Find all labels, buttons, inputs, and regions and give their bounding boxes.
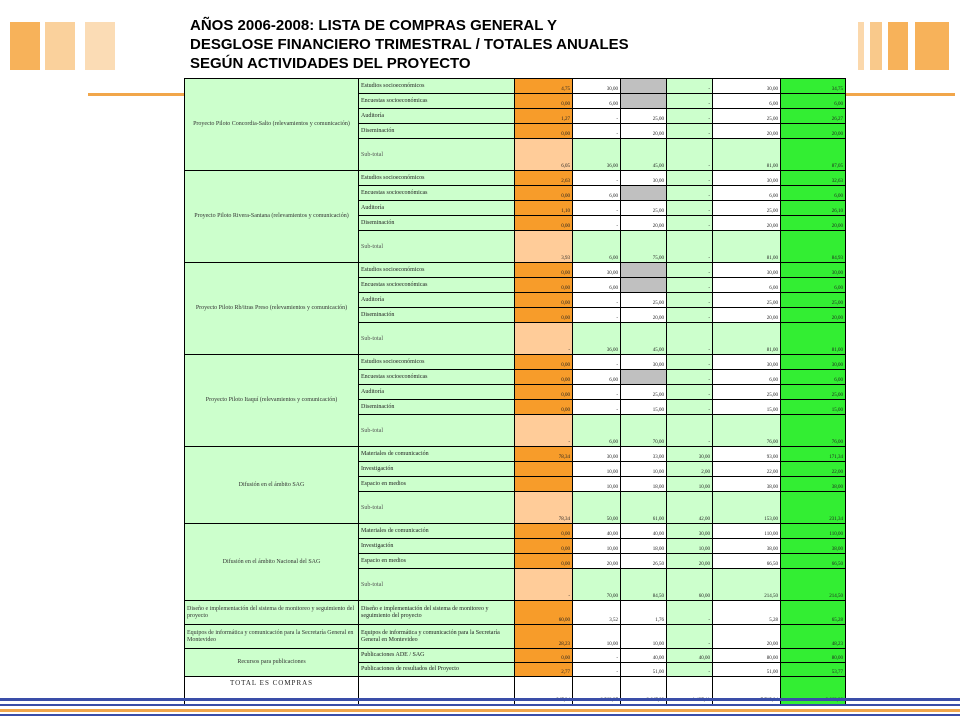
cell-2008-b: 30,00 bbox=[667, 524, 713, 539]
table-row bbox=[185, 601, 846, 625]
cell-total-period: 80,00 bbox=[713, 649, 781, 663]
cell-2008-a: 40,00 bbox=[621, 524, 667, 539]
cell-2007-q: 40,00 bbox=[573, 524, 621, 539]
cell-2006: 2,77 bbox=[515, 663, 573, 677]
cell-total-period: 25,00 bbox=[713, 109, 781, 124]
row-label: Auditoría bbox=[359, 293, 515, 308]
title-line-1: AÑOS 2006-2008: LISTA DE COMPRAS GENERAL Y bbox=[190, 17, 558, 34]
cell-2007-q: - bbox=[573, 109, 621, 124]
cell-2007-q: - bbox=[573, 171, 621, 186]
subtotal-label: Sub-total bbox=[359, 569, 515, 601]
cell-grand-total: 34,75 bbox=[781, 79, 846, 94]
cell-2007-q: 36,00 bbox=[573, 323, 621, 355]
cell-2007-q: 20,00 bbox=[573, 554, 621, 569]
cell-grand-total: 32,63 bbox=[781, 171, 846, 186]
cell-2008-a: 18,00 bbox=[621, 477, 667, 492]
cell-2008-b: - bbox=[667, 231, 713, 263]
table-row bbox=[185, 355, 846, 370]
left-deco-block-2 bbox=[45, 22, 75, 70]
budget-table-wrapper bbox=[184, 78, 845, 691]
cell-2007-q: - bbox=[573, 124, 621, 139]
cell-2007-q: - bbox=[573, 201, 621, 216]
cell-2008-b: - bbox=[667, 663, 713, 677]
cell-2008-b: - bbox=[667, 109, 713, 124]
cell-2008-a: 33,00 bbox=[621, 447, 667, 462]
table-row bbox=[185, 625, 846, 649]
cell-2008-b: 60,00 bbox=[667, 569, 713, 601]
cell-2006: 0,00 bbox=[515, 400, 573, 415]
cell-2006: 1,27 bbox=[515, 109, 573, 124]
cell-2008-a bbox=[621, 79, 667, 94]
row-label: Encuestas socioeconómicas bbox=[359, 278, 515, 293]
cell-2007-q: 6,00 bbox=[573, 231, 621, 263]
cell-total-period: 25,00 bbox=[713, 385, 781, 400]
cell-grand-total: 25,00 bbox=[781, 385, 846, 400]
group-label: Equipos de informática y comunicación para la Secretaría General en Montevideo bbox=[185, 625, 359, 649]
cell-total-period: 214,50 bbox=[713, 569, 781, 601]
cell-2006: 1,10 bbox=[515, 201, 573, 216]
bottom-bar-2 bbox=[0, 704, 960, 706]
cell-2008-b: 10,00 bbox=[667, 539, 713, 554]
bottom-bar-4 bbox=[0, 714, 960, 716]
subtotal-label: Sub-total bbox=[359, 492, 515, 524]
row-label: Estudios socioeconómicos bbox=[359, 171, 515, 186]
cell-2008-a: 40,00 bbox=[621, 649, 667, 663]
cell-2006: 0,00 bbox=[515, 278, 573, 293]
cell-2006: 60,00 bbox=[515, 601, 573, 625]
cell-2008-a: 10,00 bbox=[621, 625, 667, 649]
cell-2008-b: - bbox=[667, 323, 713, 355]
cell-total-period: 38,00 bbox=[713, 539, 781, 554]
bottom-bar-3 bbox=[0, 709, 960, 712]
cell-2008-b: - bbox=[667, 601, 713, 625]
cell-2008-b: - bbox=[667, 278, 713, 293]
cell-2008-b: - bbox=[667, 415, 713, 447]
cell-2006: 78,34 bbox=[515, 447, 573, 462]
cell-total-period: 6,00 bbox=[713, 370, 781, 385]
row-label: Equipos de informática y comunicación para la Secretaría General en Montevideo bbox=[359, 625, 515, 649]
group-label: Proyecto Piloto Rivera-Santana (relevamientos y comunicación) bbox=[185, 171, 359, 263]
cell-2008-b: - bbox=[667, 201, 713, 216]
cell-2008-b: - bbox=[667, 308, 713, 323]
cell-grand-total: 38,00 bbox=[781, 539, 846, 554]
cell-2008-b: 42,00 bbox=[667, 492, 713, 524]
cell-total-period: 30,00 bbox=[713, 79, 781, 94]
cell-grand-total: 26,27 bbox=[781, 109, 846, 124]
row-label: Espacio en medios bbox=[359, 477, 515, 492]
cell-2008-a: 25,00 bbox=[621, 293, 667, 308]
cell-2007-q: 3,52 bbox=[573, 601, 621, 625]
row-label: Diseminación bbox=[359, 308, 515, 323]
cell-2008-a: 15,00 bbox=[621, 400, 667, 415]
cell-2007-q: - bbox=[573, 649, 621, 663]
cell-2006: 0,00 bbox=[515, 124, 573, 139]
cell-grand-total: 26,10 bbox=[781, 201, 846, 216]
cell-total-period: 6,00 bbox=[713, 186, 781, 201]
cell-grand-total: 20,00 bbox=[781, 216, 846, 231]
cell-2006 bbox=[515, 462, 573, 477]
cell-2008-a: 25,00 bbox=[621, 201, 667, 216]
right-deco-block-1 bbox=[858, 22, 864, 70]
cell-2006: - bbox=[515, 323, 573, 355]
page-title bbox=[190, 16, 629, 73]
cell-2008-b: - bbox=[667, 171, 713, 186]
row-label: Investigación bbox=[359, 462, 515, 477]
cell-total-period: 153,00 bbox=[713, 492, 781, 524]
group-label: Difusión en el ámbito Nacional del SAG bbox=[185, 524, 359, 601]
cell-total-period: 30,00 bbox=[713, 263, 781, 278]
cell-grand-total: 25,00 bbox=[781, 293, 846, 308]
cell-2008-a: 45,00 bbox=[621, 323, 667, 355]
row-label: Auditoría bbox=[359, 109, 515, 124]
cell-2006: - bbox=[515, 569, 573, 601]
cell-2008-a bbox=[621, 278, 667, 293]
cell-total-period: 51,00 bbox=[713, 663, 781, 677]
cell-2008-a bbox=[621, 186, 667, 201]
cell-2007-q: - bbox=[573, 293, 621, 308]
row-label: Investigación bbox=[359, 539, 515, 554]
cell-2006: 0,00 bbox=[515, 385, 573, 400]
row-label: Auditoría bbox=[359, 385, 515, 400]
cell-grand-total: 6,00 bbox=[781, 186, 846, 201]
cell-2008-b: - bbox=[667, 263, 713, 278]
cell-2007-q: 10,00 bbox=[573, 462, 621, 477]
subtotal-label: Sub-total bbox=[359, 139, 515, 171]
table-row bbox=[185, 447, 846, 462]
cell-2006: 6,05 bbox=[515, 139, 573, 171]
cell-grand-total: 6,00 bbox=[781, 278, 846, 293]
right-deco-block-3 bbox=[888, 22, 908, 70]
row-label: Espacio en medios bbox=[359, 554, 515, 569]
cell-total-period: 81,00 bbox=[713, 323, 781, 355]
cell-2006: 0,00 bbox=[515, 539, 573, 554]
cell-2008-a: 20,00 bbox=[621, 216, 667, 231]
cell-2007-q: 10,00 bbox=[573, 477, 621, 492]
cell-2008-b: 10,00 bbox=[667, 477, 713, 492]
cell-2007-q: 30,00 bbox=[573, 447, 621, 462]
table-row bbox=[185, 263, 846, 278]
cell-2006: - bbox=[515, 415, 573, 447]
cell-2006: 0,00 bbox=[515, 186, 573, 201]
cell-2006: 0,00 bbox=[515, 94, 573, 109]
row-label: Encuestas socioeconómicas bbox=[359, 186, 515, 201]
cell-2008-a: 10,00 bbox=[621, 462, 667, 477]
cell-grand-total: 231,34 bbox=[781, 492, 846, 524]
cell-2006: 0,00 bbox=[515, 293, 573, 308]
cell-total-period: 110,00 bbox=[713, 524, 781, 539]
cell-2006: 0,00 bbox=[515, 263, 573, 278]
cell-2007-q: - bbox=[573, 663, 621, 677]
cell-2007-q: 36,00 bbox=[573, 139, 621, 171]
cell-2008-a: 25,00 bbox=[621, 385, 667, 400]
cell-grand-total: 84,93 bbox=[781, 231, 846, 263]
cell-2006: 3,93 bbox=[515, 231, 573, 263]
cell-total-period: 20,00 bbox=[713, 216, 781, 231]
table-row bbox=[185, 524, 846, 539]
cell-2006: 0,00 bbox=[515, 649, 573, 663]
cell-grand-total: 6,00 bbox=[781, 370, 846, 385]
row-label: Estudios socioeconómicos bbox=[359, 263, 515, 278]
cell-2007-q: 6,00 bbox=[573, 415, 621, 447]
row-label: Estudios socioeconómicos bbox=[359, 355, 515, 370]
row-label: Auditoría bbox=[359, 201, 515, 216]
cell-grand-total: 20,00 bbox=[781, 308, 846, 323]
cell-2006: 78,34 bbox=[515, 492, 573, 524]
cell-grand-total: 80,00 bbox=[781, 649, 846, 663]
cell-2006: 2,63 bbox=[515, 171, 573, 186]
cell-total-period: 20,00 bbox=[713, 124, 781, 139]
bottom-bar-1 bbox=[0, 698, 960, 701]
cell-2007-q: 6,00 bbox=[573, 278, 621, 293]
cell-2006: 4,75 bbox=[515, 79, 573, 94]
cell-2008-a: 84,50 bbox=[621, 569, 667, 601]
cell-total-period: 6,00 bbox=[713, 278, 781, 293]
cell-grand-total: 15,00 bbox=[781, 400, 846, 415]
title-line-2: DESGLOSE FINANCIERO TRIMESTRAL / TOTALES ANUALES bbox=[190, 36, 629, 53]
right-deco-block-4 bbox=[915, 22, 949, 70]
group-label: Difusión en el ámbito SAG bbox=[185, 447, 359, 524]
cell-grand-total: 66,50 bbox=[781, 554, 846, 569]
budget-table bbox=[184, 78, 846, 705]
cell-2008-a: 70,00 bbox=[621, 415, 667, 447]
cell-2008-a: 61,00 bbox=[621, 492, 667, 524]
left-deco-block-3 bbox=[85, 22, 115, 70]
cell-2007-q: - bbox=[573, 216, 621, 231]
cell-2006: 0,00 bbox=[515, 308, 573, 323]
cell-2008-b: - bbox=[667, 216, 713, 231]
cell-grand-total: 53,77 bbox=[781, 663, 846, 677]
cell-2008-b: 30,00 bbox=[667, 447, 713, 462]
cell-2007-q: - bbox=[573, 385, 621, 400]
group-label: Proyecto Piloto Itaquí (relevamientos y comunicación) bbox=[185, 355, 359, 447]
cell-2006 bbox=[515, 477, 573, 492]
left-deco-block-1 bbox=[10, 22, 40, 70]
cell-2007-q: - bbox=[573, 355, 621, 370]
cell-2006: 0,00 bbox=[515, 355, 573, 370]
cell-2007-q: 30,00 bbox=[573, 79, 621, 94]
cell-2008-a: 51,00 bbox=[621, 663, 667, 677]
cell-2007-q: - bbox=[573, 308, 621, 323]
cell-2008-b: - bbox=[667, 124, 713, 139]
cell-2007-q: - bbox=[573, 400, 621, 415]
row-label: Diseminación bbox=[359, 216, 515, 231]
row-label: Encuestas socioeconómicas bbox=[359, 94, 515, 109]
cell-2008-a bbox=[621, 370, 667, 385]
cell-2007-q: 6,00 bbox=[573, 186, 621, 201]
cell-2008-a: 1,76 bbox=[621, 601, 667, 625]
cell-2007-q: 30,00 bbox=[573, 263, 621, 278]
cell-2007-q: 6,00 bbox=[573, 94, 621, 109]
cell-grand-total: 30,00 bbox=[781, 355, 846, 370]
right-deco-block-2 bbox=[870, 22, 882, 70]
cell-total-period: 15,00 bbox=[713, 400, 781, 415]
cell-grand-total: 87,05 bbox=[781, 139, 846, 171]
cell-2008-a: 20,00 bbox=[621, 124, 667, 139]
row-label: Diseño e implementación del sistema de monitoreo y seguimiento del proyecto bbox=[359, 601, 515, 625]
cell-2008-b: 20,00 bbox=[667, 554, 713, 569]
cell-2008-a: 30,00 bbox=[621, 171, 667, 186]
subtotal-label: Sub-total bbox=[359, 323, 515, 355]
row-label: Materiales de comunicación bbox=[359, 524, 515, 539]
cell-2008-b: - bbox=[667, 385, 713, 400]
cell-grand-total: 22,00 bbox=[781, 462, 846, 477]
cell-2008-a: 25,00 bbox=[621, 109, 667, 124]
cell-2006: 28,23 bbox=[515, 625, 573, 649]
cell-2008-b: - bbox=[667, 400, 713, 415]
cell-2008-b: - bbox=[667, 186, 713, 201]
cell-total-period: 22,00 bbox=[713, 462, 781, 477]
cell-2008-b: - bbox=[667, 293, 713, 308]
cell-total-period: 76,00 bbox=[713, 415, 781, 447]
row-label: Diseminación bbox=[359, 400, 515, 415]
cell-grand-total: 76,00 bbox=[781, 415, 846, 447]
cell-2008-b: - bbox=[667, 370, 713, 385]
cell-2008-b: 40,00 bbox=[667, 649, 713, 663]
cell-grand-total: 48,23 bbox=[781, 625, 846, 649]
cell-total-period: 81,00 bbox=[713, 139, 781, 171]
cell-2007-q: 50,00 bbox=[573, 492, 621, 524]
cell-2008-a: 20,00 bbox=[621, 308, 667, 323]
cell-total-period: 66,50 bbox=[713, 554, 781, 569]
cell-total-period: 81,00 bbox=[713, 231, 781, 263]
cell-grand-total: 110,00 bbox=[781, 524, 846, 539]
row-label: Publicaciones de resultados del Proyecto bbox=[359, 663, 515, 677]
cell-2006: 0,00 bbox=[515, 554, 573, 569]
cell-total-period: 30,00 bbox=[713, 355, 781, 370]
cell-2008-a bbox=[621, 263, 667, 278]
cell-2007-q: 6,00 bbox=[573, 370, 621, 385]
cell-2008-a: 18,00 bbox=[621, 539, 667, 554]
cell-grand-total: 171,34 bbox=[781, 447, 846, 462]
group-label: Proyecto Piloto Concordia-Salto (relevamientos y comunicación) bbox=[185, 79, 359, 171]
cell-2006: 0,00 bbox=[515, 524, 573, 539]
row-label: Diseminación bbox=[359, 124, 515, 139]
cell-2008-b: - bbox=[667, 79, 713, 94]
cell-total-period: 93,00 bbox=[713, 447, 781, 462]
cell-2007-q: 10,00 bbox=[573, 539, 621, 554]
table-row bbox=[185, 79, 846, 94]
cell-2007-q: 10,00 bbox=[573, 625, 621, 649]
cell-2007-q: 70,00 bbox=[573, 569, 621, 601]
cell-grand-total: 30,00 bbox=[781, 263, 846, 278]
cell-2008-a: 45,00 bbox=[621, 139, 667, 171]
table-row bbox=[185, 649, 846, 663]
cell-2008-b: - bbox=[667, 355, 713, 370]
cell-total-period: 5,28 bbox=[713, 601, 781, 625]
cell-grand-total: 38,00 bbox=[781, 477, 846, 492]
cell-2008-a: 75,00 bbox=[621, 231, 667, 263]
header-rule bbox=[88, 93, 184, 96]
title-line-3: SEGÚN ACTIVIDADES DEL PROYECTO bbox=[190, 55, 471, 72]
cell-grand-total: 20,00 bbox=[781, 124, 846, 139]
cell-total-period: 30,00 bbox=[713, 171, 781, 186]
cell-total-period: 20,00 bbox=[713, 308, 781, 323]
cell-total-period: 25,00 bbox=[713, 201, 781, 216]
cell-total-period: 20,00 bbox=[713, 625, 781, 649]
cell-total-period: 38,00 bbox=[713, 477, 781, 492]
row-label: Estudios socioeconómicos bbox=[359, 79, 515, 94]
group-label: Recursos para publicaciones bbox=[185, 649, 359, 677]
row-label: Materiales de comunicación bbox=[359, 447, 515, 462]
cell-2006: 0,00 bbox=[515, 370, 573, 385]
cell-grand-total: 65,28 bbox=[781, 601, 846, 625]
cell-2008-a: 30,00 bbox=[621, 355, 667, 370]
cell-grand-total: 81,00 bbox=[781, 323, 846, 355]
cell-total-period: 25,00 bbox=[713, 293, 781, 308]
group-label: Diseño e implementación del sistema de monitoreo y seguimiento del proyecto bbox=[185, 601, 359, 625]
cell-2008-a bbox=[621, 94, 667, 109]
cell-2008-b: 2,00 bbox=[667, 462, 713, 477]
cell-grand-total: 214,50 bbox=[781, 569, 846, 601]
cell-total-period: 6,00 bbox=[713, 94, 781, 109]
row-label: Publicaciones ADE / SAG bbox=[359, 649, 515, 663]
cell-2008-b: - bbox=[667, 94, 713, 109]
cell-2008-a: 26,50 bbox=[621, 554, 667, 569]
header-rule-right bbox=[845, 93, 955, 96]
cell-2006: 0,00 bbox=[515, 216, 573, 231]
subtotal-label: Sub-total bbox=[359, 231, 515, 263]
group-label: Proyecto Piloto Rb/itras Preso (relevamientos y comunicación) bbox=[185, 263, 359, 355]
cell-2008-b: - bbox=[667, 625, 713, 649]
cell-2008-b: - bbox=[667, 139, 713, 171]
row-label: Encuestas socioeconómicas bbox=[359, 370, 515, 385]
cell-grand-total: 6,00 bbox=[781, 94, 846, 109]
table-row bbox=[185, 171, 846, 186]
subtotal-label: Sub-total bbox=[359, 415, 515, 447]
totals-label: TOTAL ES COMPRAS bbox=[185, 677, 359, 705]
